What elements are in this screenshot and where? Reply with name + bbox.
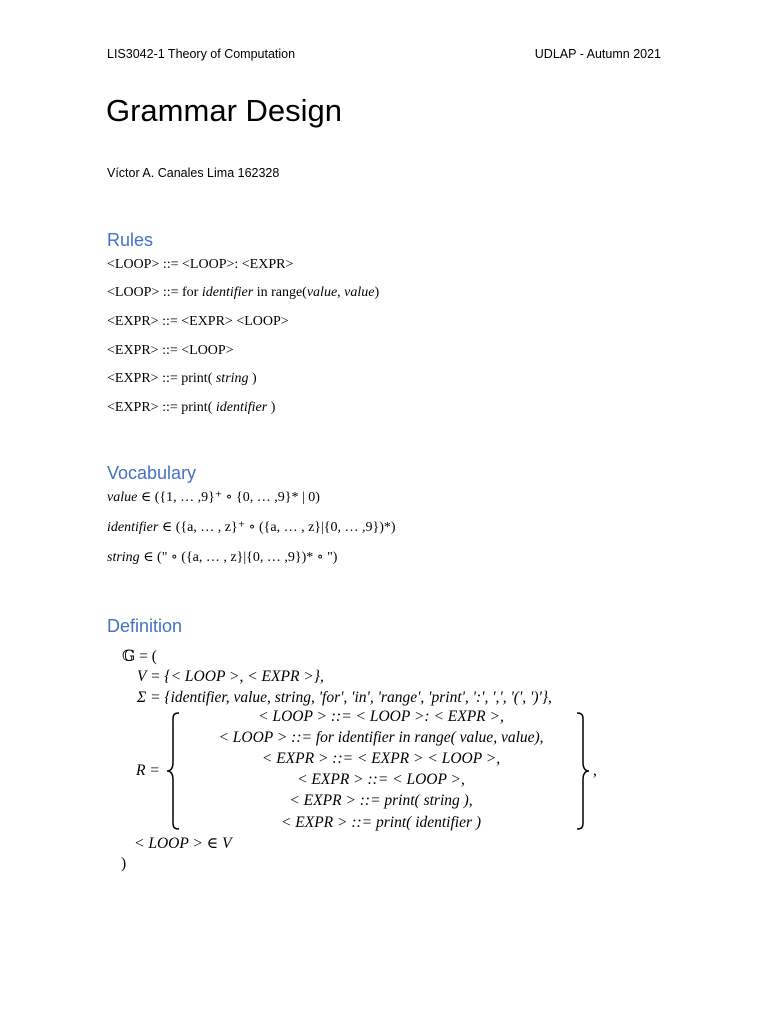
rule-identifier: identifier [201, 285, 254, 300]
rule-line: <EXPR> ::= <EXPR> <LOOP> [107, 314, 289, 329]
author-line: Víctor A. Canales Lima 162328 [107, 166, 280, 180]
vocab-term: value [107, 490, 138, 505]
production-rule: < LOOP > ::= < LOOP >: < EXPR >, [258, 708, 504, 725]
rule-string: string [215, 371, 249, 386]
rule-line: <LOOP> ::= <LOOP>: <EXPR> [107, 257, 294, 272]
rule-text: <EXPR> ::= print( [107, 371, 216, 386]
rule-line [107, 285, 379, 301]
rule-text: <LOOP> ::= for [107, 285, 202, 300]
production-rule: < EXPR > ::= print( identifier ) [280, 814, 482, 831]
rule-text: ) [374, 285, 380, 300]
vocab-string-line [107, 549, 337, 566]
start-symbol: < LOOP > ∈ V [134, 835, 232, 852]
rules-heading: Rules [107, 230, 154, 250]
vocab-definition: ∈ ({a, … , z}⁺ ∘ ({a, … , z}|{0, … ,9})*) [158, 520, 396, 535]
definition-heading: Definition [107, 616, 183, 636]
grammar-open: 𝔾 = ( [122, 648, 157, 665]
rule-value: value [306, 285, 338, 300]
vocabulary-heading: Vocabulary [107, 463, 197, 483]
institution-header: UDLAP - Autumn 2021 [534, 47, 661, 61]
production-rule: < EXPR > ::= < EXPR > < LOOP >, [261, 750, 501, 767]
page-title: Grammar Design [106, 93, 342, 128]
rule-line: <EXPR> ::= <LOOP> [107, 343, 234, 358]
production-rule: < LOOP > ::= for identifier in range( value, value), [218, 729, 544, 746]
rule-line [107, 371, 257, 387]
vocab-term: string [107, 550, 140, 565]
rules-set-label: R = [136, 762, 160, 779]
production-rule: < EXPR > ::= < LOOP >, [297, 771, 465, 788]
rule-line [107, 400, 275, 416]
rule-text: ) [267, 400, 276, 415]
variables-set: V = {< LOOP >, < EXPR >}, [137, 668, 324, 685]
vocab-term: identifier [107, 520, 159, 535]
rule-value: value [344, 285, 375, 300]
terminals-set: Σ = {identifier, value, string, 'for', 'in', 'range', 'print', ':', ',', '(', ')'}, [137, 689, 552, 706]
vocab-definition: ∈ (" ∘ ({a, … , z}|{0, … ,9})* ∘ ") [139, 550, 338, 565]
vocab-identifier-line [107, 519, 396, 536]
rule-identifier: identifier [215, 400, 268, 415]
rule-text: , [337, 285, 345, 300]
grammar-close: ) [121, 855, 127, 872]
vocab-value-line [107, 489, 320, 506]
rule-text: <EXPR> ::= print( [107, 400, 216, 415]
vocab-definition: ∈ ({1, … ,9}⁺ ∘ {0, … ,9}* | 0) [137, 490, 320, 505]
rules-set-trailing-comma: , [593, 762, 597, 779]
rule-text: ) [248, 371, 257, 386]
production-rule: < EXPR > ::= print( string ), [289, 792, 473, 809]
course-header: LIS3042-1 Theory of Computation [107, 47, 296, 61]
rule-text: in range( [253, 285, 307, 300]
